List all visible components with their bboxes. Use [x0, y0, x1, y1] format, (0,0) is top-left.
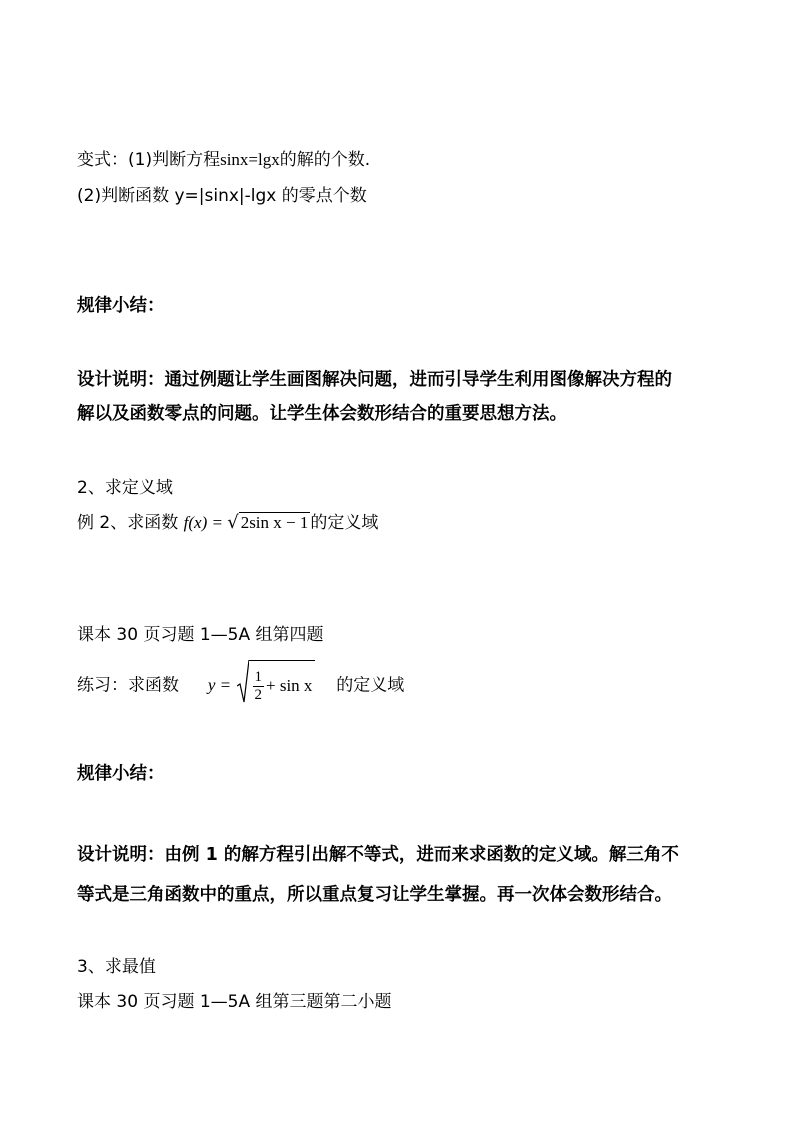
example-2-radicand: 2sin x − 1: [240, 513, 309, 532]
example-2: [77, 512, 378, 534]
variant-line-1-math: sinx=lgx: [220, 150, 280, 169]
fraction-one-half: [253, 669, 265, 704]
fraction-numerator: 1: [254, 668, 262, 685]
practice-line: [77, 660, 404, 711]
sqrt-sign: [237, 660, 249, 704]
design-note-2-line-1: 设计说明：由例 1 的解方程引出解不等式，进而来求函数的定义域。解三角不: [77, 845, 679, 865]
variant-line-2: (2)判断函数 y=|sinx|-lgx 的零点个数: [77, 186, 367, 206]
fraction-denominator: 2: [254, 686, 262, 703]
summary-heading-2: 规律小结：: [77, 764, 165, 784]
variant-line-1-prefix: 变式：(1)判断方程: [77, 150, 221, 170]
practice-y: y =: [207, 675, 232, 695]
example-2-suffix: 的定义域: [310, 513, 379, 533]
section-2-textbook: 课本 30 页习题 1—5A 组第四题: [77, 625, 324, 645]
design-note-1-line-2: 解以及函数零点的问题。让学生体会数形结合的重要思想方法。: [77, 404, 567, 424]
example-2-function: f(x) =: [183, 513, 228, 532]
practice-radicand: [249, 660, 316, 711]
practice-rest: + sin x: [266, 676, 313, 695]
sqrt-sign: √: [227, 512, 239, 533]
design-note-1-line-1: 设计说明：通过例题让学生画图解决问题，进而引导学生利用图像解决方程的: [77, 370, 672, 390]
practice-radical: [237, 660, 316, 711]
practice-suffix: 的定义域: [336, 675, 405, 696]
practice-prefix: 练习：求函数: [77, 675, 179, 696]
summary-heading-1: 规律小结：: [77, 296, 165, 316]
example-2-prefix: 例 2、求函数: [77, 513, 179, 533]
design-note-2-line-2: 等式是三角函数中的重点，所以重点复习让学生掌握。再一次体会数形结合。: [77, 885, 672, 905]
section-2-title: 2、求定义域: [77, 478, 173, 498]
variant-line-1-suffix: 的解的个数.: [279, 150, 371, 170]
example-2-radical: [227, 512, 310, 534]
section-3-textbook: 课本 30 页习题 1—5A 组第三题第二小题: [77, 992, 392, 1012]
variant-line-1: [77, 149, 370, 171]
section-3-title: 3、求最值: [77, 957, 156, 977]
